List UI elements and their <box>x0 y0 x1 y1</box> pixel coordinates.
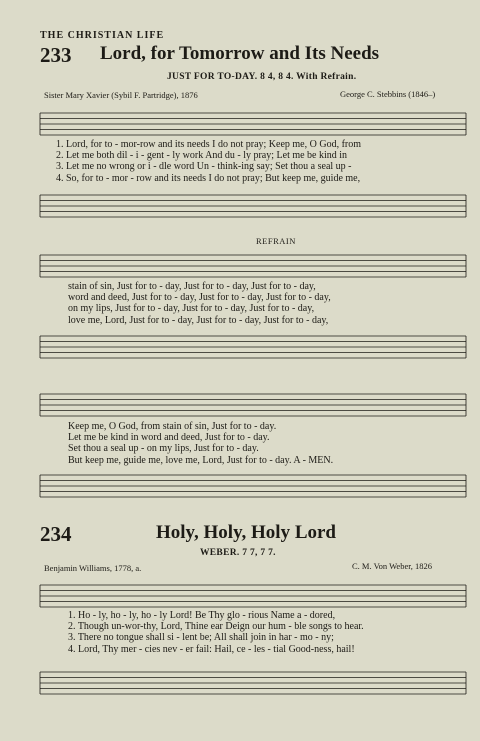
lyric-line: 2. Though un-wor-thy, Lord, Thine ear Deign our hum - ble songs to hear. <box>68 621 364 633</box>
lyric-line: Set thou a seal up - on my lips, Just for to - day. <box>68 443 259 455</box>
lyric-line: word and deed, Just for to - day, Just for to - day, Just for to - day, <box>68 292 331 304</box>
author-credit: Sister Mary Xavier (Sybil F. Partridge), 1876 <box>44 90 198 100</box>
hymn-number: 234 <box>40 522 72 546</box>
lyric-line: 1. Ho - ly, ho - ly, ho - ly Lord! Be Thy glo - rious Name a - dored, <box>68 610 336 621</box>
refrain-label: REFRAIN <box>256 236 296 246</box>
lyric-line: But keep me, guide me, love me, Lord, Just for to - day. A - MEN. <box>68 454 334 466</box>
lyric-line: 4. Lord, Thy mer - cies nev - er fail: Hail, ce - les - tial Good-ness, hail! <box>68 643 355 655</box>
lyric-line: 2. Let me both dil - i - gent - ly work And du - ly pray; Let me be kind in <box>56 150 348 162</box>
bass-staff <box>40 467 466 507</box>
tune-line: WEBER. 7 7, 7 7. <box>200 548 276 558</box>
treble-staff <box>40 386 466 426</box>
composer-credit: C. M. Von Weber, 1826 <box>352 561 432 571</box>
lyrics-system-3 <box>68 421 333 466</box>
lyric-line: on my lips, Just for to - day, Just for to - day, Just for to - day, <box>68 303 315 315</box>
hymn-number: 233 <box>40 43 72 67</box>
lyrics-system-2 <box>68 281 331 326</box>
lyric-line: 1. Lord, for to - mor-row and its needs I do not pray; Keep me, O God, from <box>56 139 362 150</box>
composer-credit: George C. Stebbins (1846–) <box>340 89 436 99</box>
bass-staff <box>40 664 466 704</box>
page-header: THE CHRISTIAN LIFE <box>40 30 165 41</box>
lyrics-system-1 <box>56 139 361 184</box>
lyric-line: 3. Let me no wrong or i - dle word Un - think-ing say; Set thou a seal up - <box>56 161 352 173</box>
lyric-line: 4. So, for to - mor - row and its needs I do not pray; But keep me, guide me, <box>56 172 361 184</box>
hymn-title: Lord, for Tomorrow and Its Needs <box>100 43 380 64</box>
lyric-line: stain of sin, Just for to - day, Just for to - day, Just for to - day, <box>68 281 316 292</box>
lyric-line: love me, Lord, Just for to - day, Just for to - day, Just for to - day, <box>68 314 329 326</box>
tune-line: JUST FOR TO-DAY. 8 4, 8 4. With Refrain. <box>167 72 357 82</box>
lyric-line: Keep me, O God, from stain of sin, Just for to - day. <box>68 421 277 432</box>
hymn-title: Holy, Holy, Holy Lord <box>156 522 336 543</box>
lyrics-system-1 <box>68 610 364 655</box>
author-credit: Benjamin Williams, 1778, a. <box>44 563 142 573</box>
bass-staff <box>40 328 466 368</box>
lyric-line: 3. There no tongue shall si - lent be; All shall join in har - mo - ny; <box>68 632 334 644</box>
lyric-line: Let me be kind in word and deed, Just for to - day. <box>68 432 270 444</box>
bass-staff <box>40 187 466 227</box>
